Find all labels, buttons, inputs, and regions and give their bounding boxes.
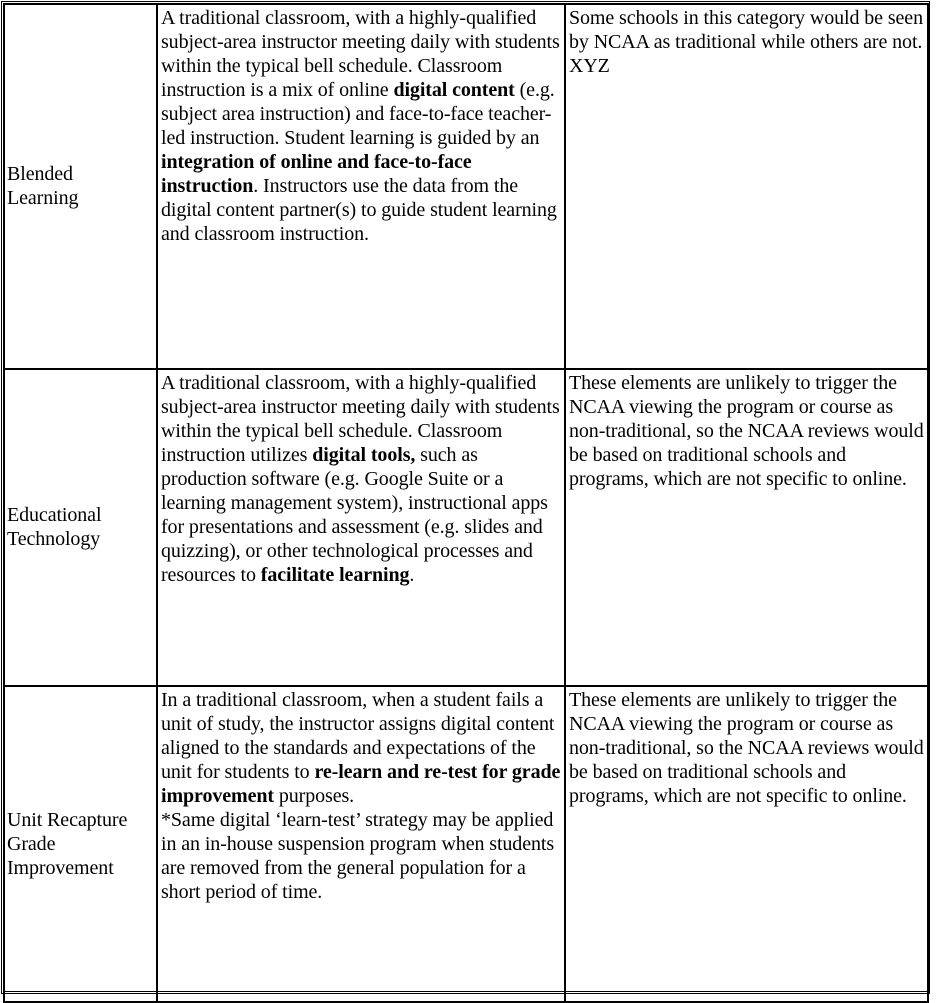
ncaa-view-cell (565, 686, 928, 1002)
description-text: . (409, 564, 415, 586)
description-bold-text: integration of online and face-to-face instruction (161, 151, 472, 197)
ncaa-view-text: These elements are unlikely to trigger the NCAA viewing the program or course as non-traditional, so the NCAA reviews would be based on traditional schools and programs, which are not specific to online. (569, 372, 924, 490)
table-row-unit-recapture (4, 686, 928, 1002)
category-line: Educational (7, 504, 102, 526)
description-text: purposes. (273, 785, 355, 807)
description-cell (157, 369, 565, 686)
description-note-text: *Same digital ‘learn-test’ strategy may be applied in an in-house suspension program when students are removed from the general population for a short period of time. (161, 809, 555, 903)
description-text: A traditional classroom, with a highly-qualified subject-area instructor meeting daily with students within the typical bell schedule. Classroom instruction utilizes (161, 372, 560, 466)
description-bold-text: re-learn and re-test for grade improvement (161, 761, 561, 807)
description-bold-text: digital content (393, 79, 515, 101)
description-text: such as production software (e.g. Google Suite or a learning management system), instructional apps for presentations and assessment (e.g. slides and quizzing), or other technological processes and resources to (161, 444, 548, 586)
category-cell (4, 4, 157, 369)
ncaa-view-text: These elements are unlikely to trigger the NCAA viewing the program or course as non-traditional, so the NCAA reviews would be based on traditional schools and programs, which are not specific to online. (569, 689, 924, 807)
description-text: . Instructors use the data from the digital content partner(s) to guide student learning and classroom instruction. (161, 175, 557, 245)
ncaa-view-text: Some schools in this category would be seen by NCAA as traditional while others are not. XYZ (569, 7, 923, 77)
ncaa-view-cell (565, 4, 928, 369)
ncaa-view-cell (565, 369, 928, 686)
category-line: Technology (7, 528, 101, 550)
category-line: Grade (7, 832, 56, 855)
table-row-blended-learning (4, 4, 928, 369)
table-row-educational-technology (4, 369, 928, 686)
category-line: Blended (7, 163, 73, 185)
description-text: A traditional classroom, with a highly-qualified subject-area instructor meeting daily with students within the typical bell schedule. Classroom instruction is a mix of online (161, 7, 560, 101)
description-cell (157, 686, 565, 1002)
category-line: Learning (7, 187, 79, 209)
description-bold-text: digital tools, (312, 444, 416, 466)
category-cell (4, 686, 157, 1002)
description-text: (e.g. subject area instruction) and face-to-face teacher-led instruction. Student learning is guided by an (161, 79, 555, 149)
description-text: In a traditional classroom, when a student fails a unit of study, the instructor assigns digital content aligned to the standards and expectations of the unit for students to (161, 689, 555, 783)
description-bold-text: facilitate learning (260, 564, 410, 586)
category-cell (4, 369, 157, 686)
category-line: Unit Recapture (7, 808, 128, 831)
description-cell (157, 4, 565, 369)
learning-models-table (3, 3, 929, 1003)
category-line: Improvement (7, 856, 114, 879)
